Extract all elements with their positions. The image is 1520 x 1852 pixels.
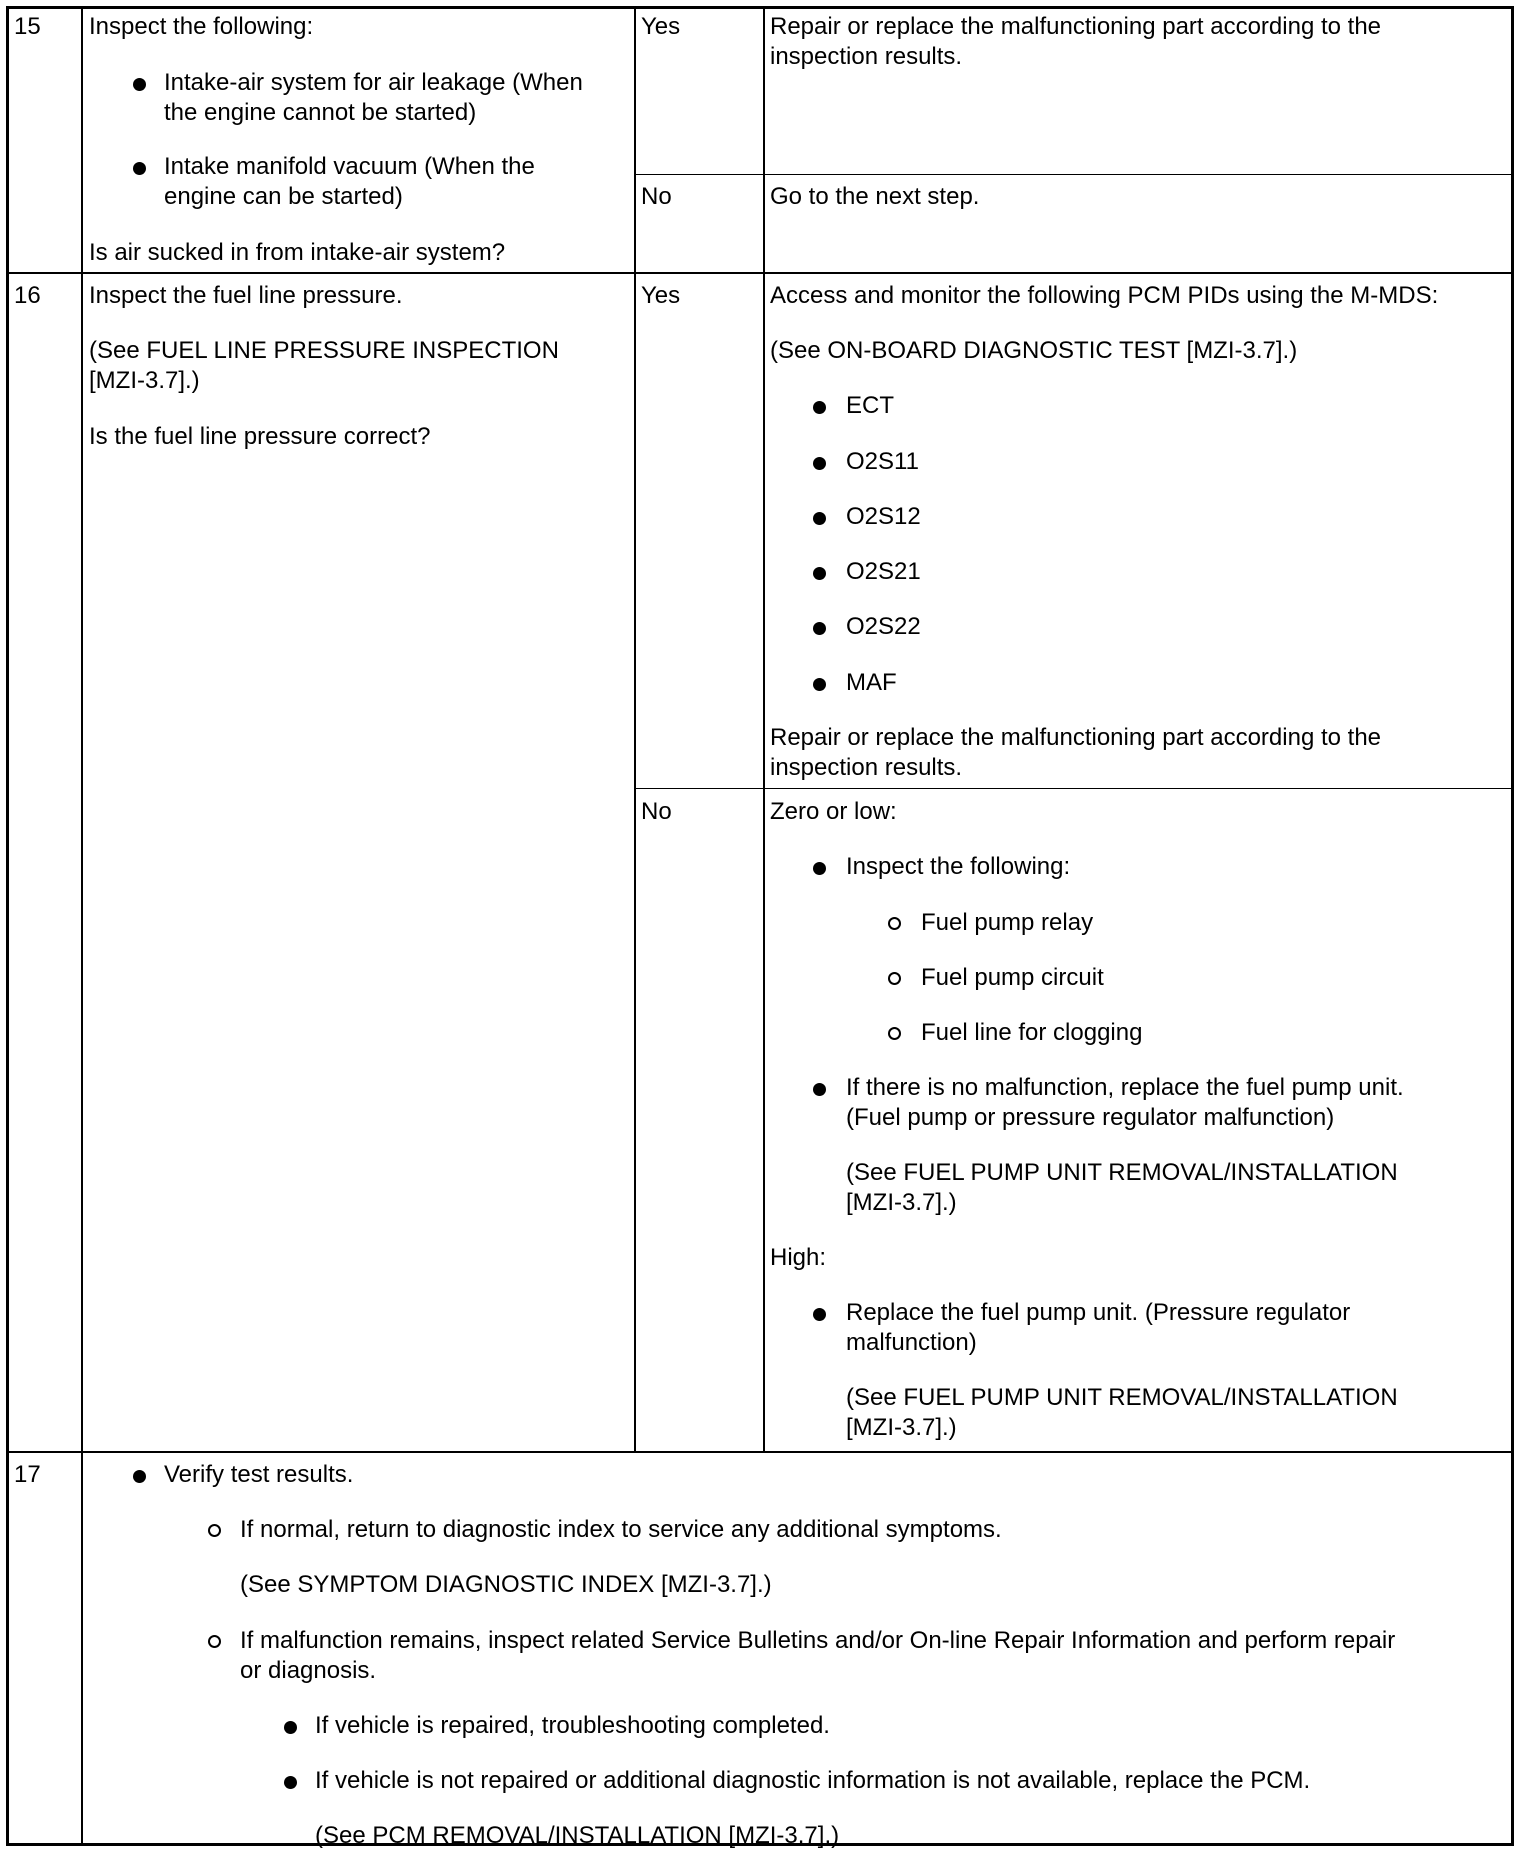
high-ref-line-2: [MZI-3.7].) <box>846 1414 957 1441</box>
monitor-ref: (See ON-BOARD DIAGNOSTIC TEST [MZI-3.7].) <box>770 337 1298 364</box>
action-line-1: Repair or replace the malfunctioning part according to the <box>770 724 1382 751</box>
row-divider-16-yes-no <box>634 788 1514 789</box>
action-line-1: Repair or replace the malfunctioning part according to the <box>770 13 1382 40</box>
low-intro: Inspect the following: <box>846 853 1071 880</box>
normal-ref: (See SYMPTOM DIAGNOSTIC INDEX [MZI-3.7].) <box>240 1571 772 1598</box>
column-divider-step <box>81 6 83 1846</box>
bullet-dot <box>813 678 826 691</box>
sub-bullet-circle <box>888 917 901 930</box>
inspect-item-line-2: the engine cannot be started) <box>164 99 477 126</box>
inspect-question: Is the fuel line pressure correct? <box>89 423 431 450</box>
pid-item: O2S12 <box>846 503 921 530</box>
pcm-ref: (See PCM REMOVAL/INSTALLATION [MZI-3.7].) <box>315 1822 840 1849</box>
bullet-dot <box>133 162 146 175</box>
not-repaired-text: If vehicle is not repaired or additional diagnostic information is not available, replace the PCM. <box>315 1767 1311 1794</box>
inspect-intro: Inspect the fuel line pressure. <box>89 282 403 309</box>
bullet-dot <box>284 1776 297 1789</box>
inspect-item-line-2: engine can be started) <box>164 183 403 210</box>
pid-item: ECT <box>846 392 894 419</box>
action-text: Go to the next step. <box>770 183 980 210</box>
row-divider-15-yes-no <box>634 174 1514 175</box>
low-replace-line-1: If there is no malfunction, replace the fuel pump unit. <box>846 1074 1404 1101</box>
low-replace-line-2: (Fuel pump or pressure regulator malfunction) <box>846 1104 1335 1131</box>
inspect-ref-line-1: (See FUEL LINE PRESSURE INSPECTION <box>89 337 559 364</box>
result-yes-label: Yes <box>641 13 681 40</box>
result-yes-label: Yes <box>641 282 681 309</box>
bullet-dot <box>813 401 826 414</box>
low-ref-line-1: (See FUEL PUMP UNIT REMOVAL/INSTALLATION <box>846 1159 1398 1186</box>
row-divider-15-16 <box>6 272 1514 274</box>
table-border-right <box>1511 6 1514 1846</box>
monitor-intro: Access and monitor the following PCM PIDs using the M-MDS: <box>770 282 1439 309</box>
high-replace-line-2: malfunction) <box>846 1329 977 1356</box>
inspect-intro: Inspect the following: <box>89 13 314 40</box>
sub-bullet-circle <box>208 1524 221 1537</box>
step-number: 16 <box>14 282 41 309</box>
bullet-dot <box>813 457 826 470</box>
repaired-text: If vehicle is repaired, troubleshooting completed. <box>315 1712 830 1739</box>
inspect-ref-line-2: [MZI-3.7].) <box>89 367 200 394</box>
result-no-label: No <box>641 183 672 210</box>
result-no-label: No <box>641 798 672 825</box>
high-heading: High: <box>770 1244 827 1271</box>
verify-text: Verify test results. <box>164 1461 354 1488</box>
bullet-dot <box>813 622 826 635</box>
column-divider-result <box>634 6 636 1453</box>
bullet-dot <box>284 1721 297 1734</box>
bullet-dot <box>813 512 826 525</box>
inspect-question: Is air sucked in from intake-air system? <box>89 239 506 266</box>
normal-text: If normal, return to diagnostic index to service any additional symptoms. <box>240 1516 1002 1543</box>
table-border-left <box>6 6 9 1846</box>
pid-item: O2S22 <box>846 613 921 640</box>
pid-item: O2S21 <box>846 558 921 585</box>
check-item: Fuel pump relay <box>921 909 1094 936</box>
remains-line-1: If malfunction remains, inspect related Service Bulletins and/or On-line Repair Information and perform repair <box>240 1627 1396 1654</box>
bullet-dot <box>813 1308 826 1321</box>
sub-bullet-circle <box>888 1027 901 1040</box>
bullet-dot <box>813 567 826 580</box>
bullet-dot <box>133 78 146 91</box>
step-number: 15 <box>14 13 41 40</box>
bullet-dot <box>813 862 826 875</box>
high-ref-line-1: (See FUEL PUMP UNIT REMOVAL/INSTALLATION <box>846 1384 1398 1411</box>
low-heading: Zero or low: <box>770 798 897 825</box>
bullet-dot <box>133 1470 146 1483</box>
inspect-item-line-1: Intake manifold vacuum (When the <box>164 153 535 180</box>
pid-item: MAF <box>846 669 897 696</box>
remains-line-2: or diagnosis. <box>240 1657 377 1684</box>
check-item: Fuel line for clogging <box>921 1019 1143 1046</box>
check-item: Fuel pump circuit <box>921 964 1104 991</box>
low-ref-line-2: [MZI-3.7].) <box>846 1189 957 1216</box>
pid-item: O2S11 <box>846 448 919 475</box>
bullet-dot <box>813 1083 826 1096</box>
sub-bullet-circle <box>208 1635 221 1648</box>
step-number: 17 <box>14 1461 41 1488</box>
action-line-2: inspection results. <box>770 754 963 781</box>
sub-bullet-circle <box>888 972 901 985</box>
inspect-item-line-1: Intake-air system for air leakage (When <box>164 69 583 96</box>
action-line-2: inspection results. <box>770 43 963 70</box>
row-divider-16-17 <box>6 1451 1514 1453</box>
column-divider-action <box>763 6 765 1453</box>
high-replace-line-1: Replace the fuel pump unit. (Pressure regulator <box>846 1299 1351 1326</box>
table-border-top <box>6 6 1514 9</box>
